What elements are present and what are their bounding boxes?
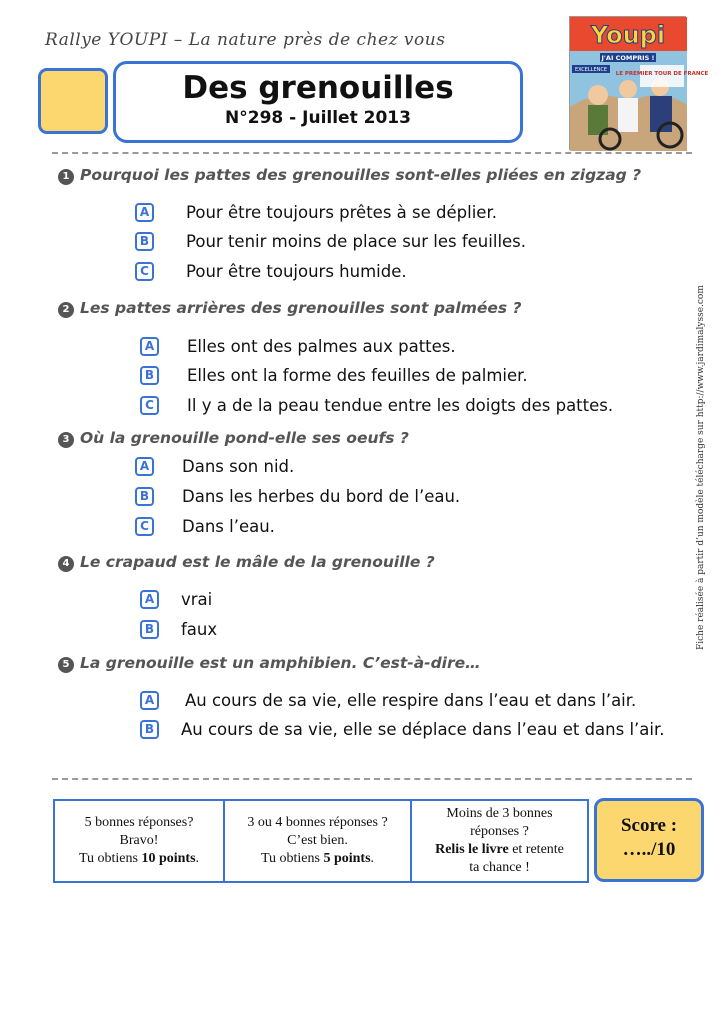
answer-2c[interactable]: [140, 396, 613, 415]
cell-bold: Relis le livre: [435, 842, 509, 857]
question-number: 1: [58, 169, 74, 185]
issue-label: N°298 - Juillet 2013: [225, 108, 411, 128]
cell-bold: 10 points: [141, 851, 196, 866]
side-credit-text: Fiche réalisée à partir d’un modèle télécharge sur http://www.jardimalysse.com: [696, 285, 706, 650]
question-1: [58, 166, 641, 185]
answer-letter[interactable]: B: [135, 487, 154, 506]
answer-text: Dans son nid.: [182, 457, 295, 476]
answer-3a[interactable]: [135, 457, 294, 476]
answer-letter[interactable]: A: [135, 203, 154, 222]
answer-5b[interactable]: [140, 720, 665, 739]
answer-text: Pour tenir moins de place sur les feuilles.: [186, 232, 527, 251]
page-title: Des grenouilles: [182, 70, 454, 106]
question-2: [58, 299, 522, 318]
score-table: [53, 799, 589, 883]
answer-2b[interactable]: [140, 366, 528, 385]
question-text: Le crapaud est le mâle de la grenouille ?: [80, 553, 435, 571]
answer-1a[interactable]: [135, 203, 497, 222]
title-box: [113, 61, 523, 143]
cell-text: .: [370, 851, 375, 866]
cover-illustration: [570, 17, 709, 151]
yellow-box: [38, 68, 108, 134]
answer-letter[interactable]: A: [140, 590, 159, 609]
cell-line: 5 bonnes réponses?: [84, 815, 194, 830]
question-number: 4: [58, 556, 74, 572]
answer-text: Elles ont la forme des feuilles de palmier.: [187, 366, 528, 385]
cell-line: [435, 841, 564, 859]
question-number: 5: [58, 657, 74, 673]
cover-feature: LE PREMIER TOUR DE FRANCE: [615, 71, 709, 77]
bottom-divider: [52, 778, 692, 780]
answer-text: Dans les herbes du bord de l’eau.: [182, 487, 461, 506]
top-divider: [52, 152, 692, 154]
answer-4a[interactable]: [140, 590, 212, 609]
cell-line: C’est bien.: [287, 833, 348, 848]
cell-text: et retente: [508, 842, 564, 857]
answer-letter[interactable]: C: [140, 396, 159, 415]
answer-1c[interactable]: [135, 262, 407, 281]
question-number: 2: [58, 302, 74, 318]
cell-line: ta chance !: [469, 860, 530, 875]
answer-text: Elles ont des palmes aux pattes.: [187, 337, 456, 356]
answer-text: Pour être toujours humide.: [186, 262, 407, 281]
answer-text: vrai: [181, 590, 213, 609]
answer-text: Il y a de la peau tendue entre les doigts des pattes.: [187, 396, 614, 415]
cell-line: [261, 850, 374, 868]
answer-3b[interactable]: [135, 487, 460, 506]
score-cell-low: [412, 801, 587, 881]
cell-line: 3 ou 4 bonnes réponses ?: [247, 815, 388, 830]
answer-letter[interactable]: A: [140, 691, 159, 710]
cell-line: [79, 850, 199, 868]
question-5: [58, 654, 481, 673]
cell-text: Tu obtiens: [260, 851, 324, 866]
score-value[interactable]: …../10: [622, 839, 676, 860]
question-text: La grenouille est un amphibien. C’est-à-dire…: [80, 654, 481, 672]
answer-letter[interactable]: B: [140, 366, 159, 385]
answer-text: Au cours de sa vie, elle respire dans l’eau et dans l’air.: [185, 691, 637, 710]
answer-3c[interactable]: [135, 517, 275, 536]
question-text: Les pattes arrières des grenouilles sont palmées ?: [80, 299, 522, 317]
answer-text: Dans l’eau.: [182, 517, 275, 536]
question-text: Où la grenouille pond-elle ses oeufs ?: [80, 429, 409, 447]
answer-4b[interactable]: [140, 620, 217, 639]
cover-headline: J'AI COMPRIS !: [601, 54, 655, 62]
answer-text: Pour être toujours prêtes à se déplier.: [186, 203, 497, 222]
score-cell-high: [55, 801, 225, 881]
answer-letter[interactable]: A: [135, 457, 154, 476]
score-cell-mid: [225, 801, 412, 881]
answer-letter[interactable]: B: [135, 232, 154, 251]
answer-letter[interactable]: C: [135, 517, 154, 536]
rallye-header: Rallye YOUPI – La nature près de chez vous: [45, 30, 446, 50]
answer-text: faux: [181, 620, 218, 639]
answer-letter[interactable]: B: [140, 620, 159, 639]
cell-line: Bravo!: [119, 833, 159, 848]
cover-tag: EXCELLENCE: [575, 67, 607, 73]
cell-text: .: [195, 851, 200, 866]
answer-1b[interactable]: [135, 232, 526, 251]
cell-text: Tu obtiens: [78, 851, 142, 866]
question-3: [58, 429, 409, 448]
answer-5a[interactable]: [140, 691, 636, 710]
cover-logo: Youpi: [590, 21, 666, 49]
score-box: [594, 798, 704, 882]
question-number: 3: [58, 432, 74, 448]
question-4: [58, 553, 435, 572]
question-text: Pourquoi les pattes des grenouilles sont-elles pliées en zigzag ?: [80, 166, 642, 184]
answer-letter[interactable]: A: [140, 337, 159, 356]
cell-bold: 5 points: [323, 851, 371, 866]
answer-text: Au cours de sa vie, elle se déplace dans l’eau et dans l’air.: [181, 720, 665, 739]
side-credit: [694, 285, 706, 650]
answer-letter[interactable]: B: [140, 720, 159, 739]
answer-2a[interactable]: [140, 337, 456, 356]
magazine-cover: [569, 16, 709, 150]
answer-letter[interactable]: C: [135, 262, 154, 281]
score-label: Score :: [620, 815, 678, 836]
cell-line: réponses ?: [470, 824, 529, 839]
cell-line: Moins de 3 bonnes: [446, 806, 553, 821]
